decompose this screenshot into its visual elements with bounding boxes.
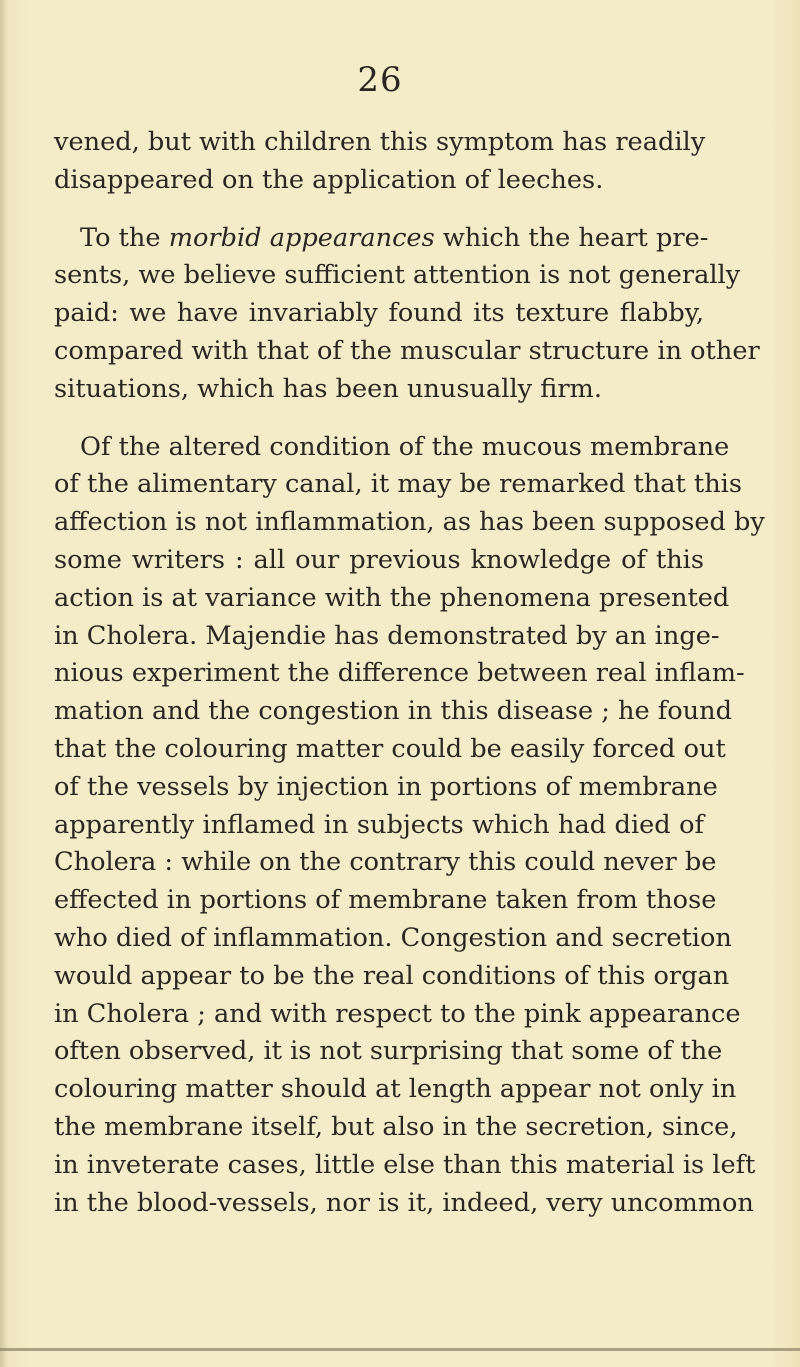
- text-line: Cholera : while on the contrary this could never be: [54, 847, 717, 878]
- text-line: vened, but with children this symptom has readily: [54, 127, 706, 157]
- page-number: 26: [357, 60, 403, 100]
- text-line: in the blood-vessels, nor is it, indeed, very uncommon: [54, 1187, 754, 1218]
- body-text: [54, 124, 765, 1222]
- page-bottom-edge: [0, 1348, 800, 1351]
- text-line: often observed, it is not surprising that some of the: [54, 1036, 723, 1067]
- text-line: colouring matter should at length appear not only in: [54, 1074, 737, 1105]
- text-line: the membrane itself, but also in the secretion, since,: [54, 1111, 738, 1142]
- text-line: mation and the congestion in this disease ; he found: [54, 696, 733, 727]
- text-line-with-italic: To the morbid appearances which the heart pre-: [80, 222, 709, 253]
- paragraph: [54, 124, 704, 200]
- text-line: in inveterate cases, little else than this material is left: [54, 1149, 756, 1180]
- text-line: sents, we believe sufficient attention is not generally: [54, 260, 741, 291]
- text-line: disappeared on the application of leeches.: [54, 164, 604, 195]
- text-line: nious experiment the difference between real inflam-: [54, 658, 745, 689]
- text-line: would appear to be the real conditions of this organ: [54, 960, 730, 991]
- page-gutter-shadow: [0, 0, 8, 1367]
- text-line: apparently inflamed in subjects which had died of: [54, 809, 704, 840]
- text-line: of the vessels by injection in portions of membrane: [54, 771, 718, 802]
- text-line: effected in portions of membrane taken from those: [54, 885, 717, 916]
- text-line: compared with that of the muscular structure in other: [54, 335, 760, 366]
- text-line: some writers : all our previous knowledge of this: [54, 544, 704, 575]
- text-line: paid: we have invariably found its texture flabby,: [54, 298, 704, 329]
- text-line: Of the altered condition of the mucous membrane: [80, 431, 730, 462]
- text-line: affection is not inflammation, as has been supposed by: [54, 507, 765, 538]
- paragraph: [54, 429, 765, 1223]
- text-line: situations, which has been unusually firm.: [54, 373, 602, 404]
- italic-phrase: morbid appearances: [168, 222, 435, 253]
- text-line: action is at variance with the phenomena presented: [54, 582, 730, 613]
- text-line: of the alimentary canal, it may be remarked that this: [54, 469, 743, 500]
- text-line: in Cholera ; and with respect to the pink appearance: [54, 998, 741, 1029]
- text-line: that the colouring matter could be easily forced out: [54, 733, 726, 764]
- paragraph: [54, 220, 760, 409]
- text-line: who died of inflammation. Congestion and secretion: [54, 922, 732, 953]
- text-line: in Cholera. Majendie has demonstrated by an inge-: [54, 620, 720, 651]
